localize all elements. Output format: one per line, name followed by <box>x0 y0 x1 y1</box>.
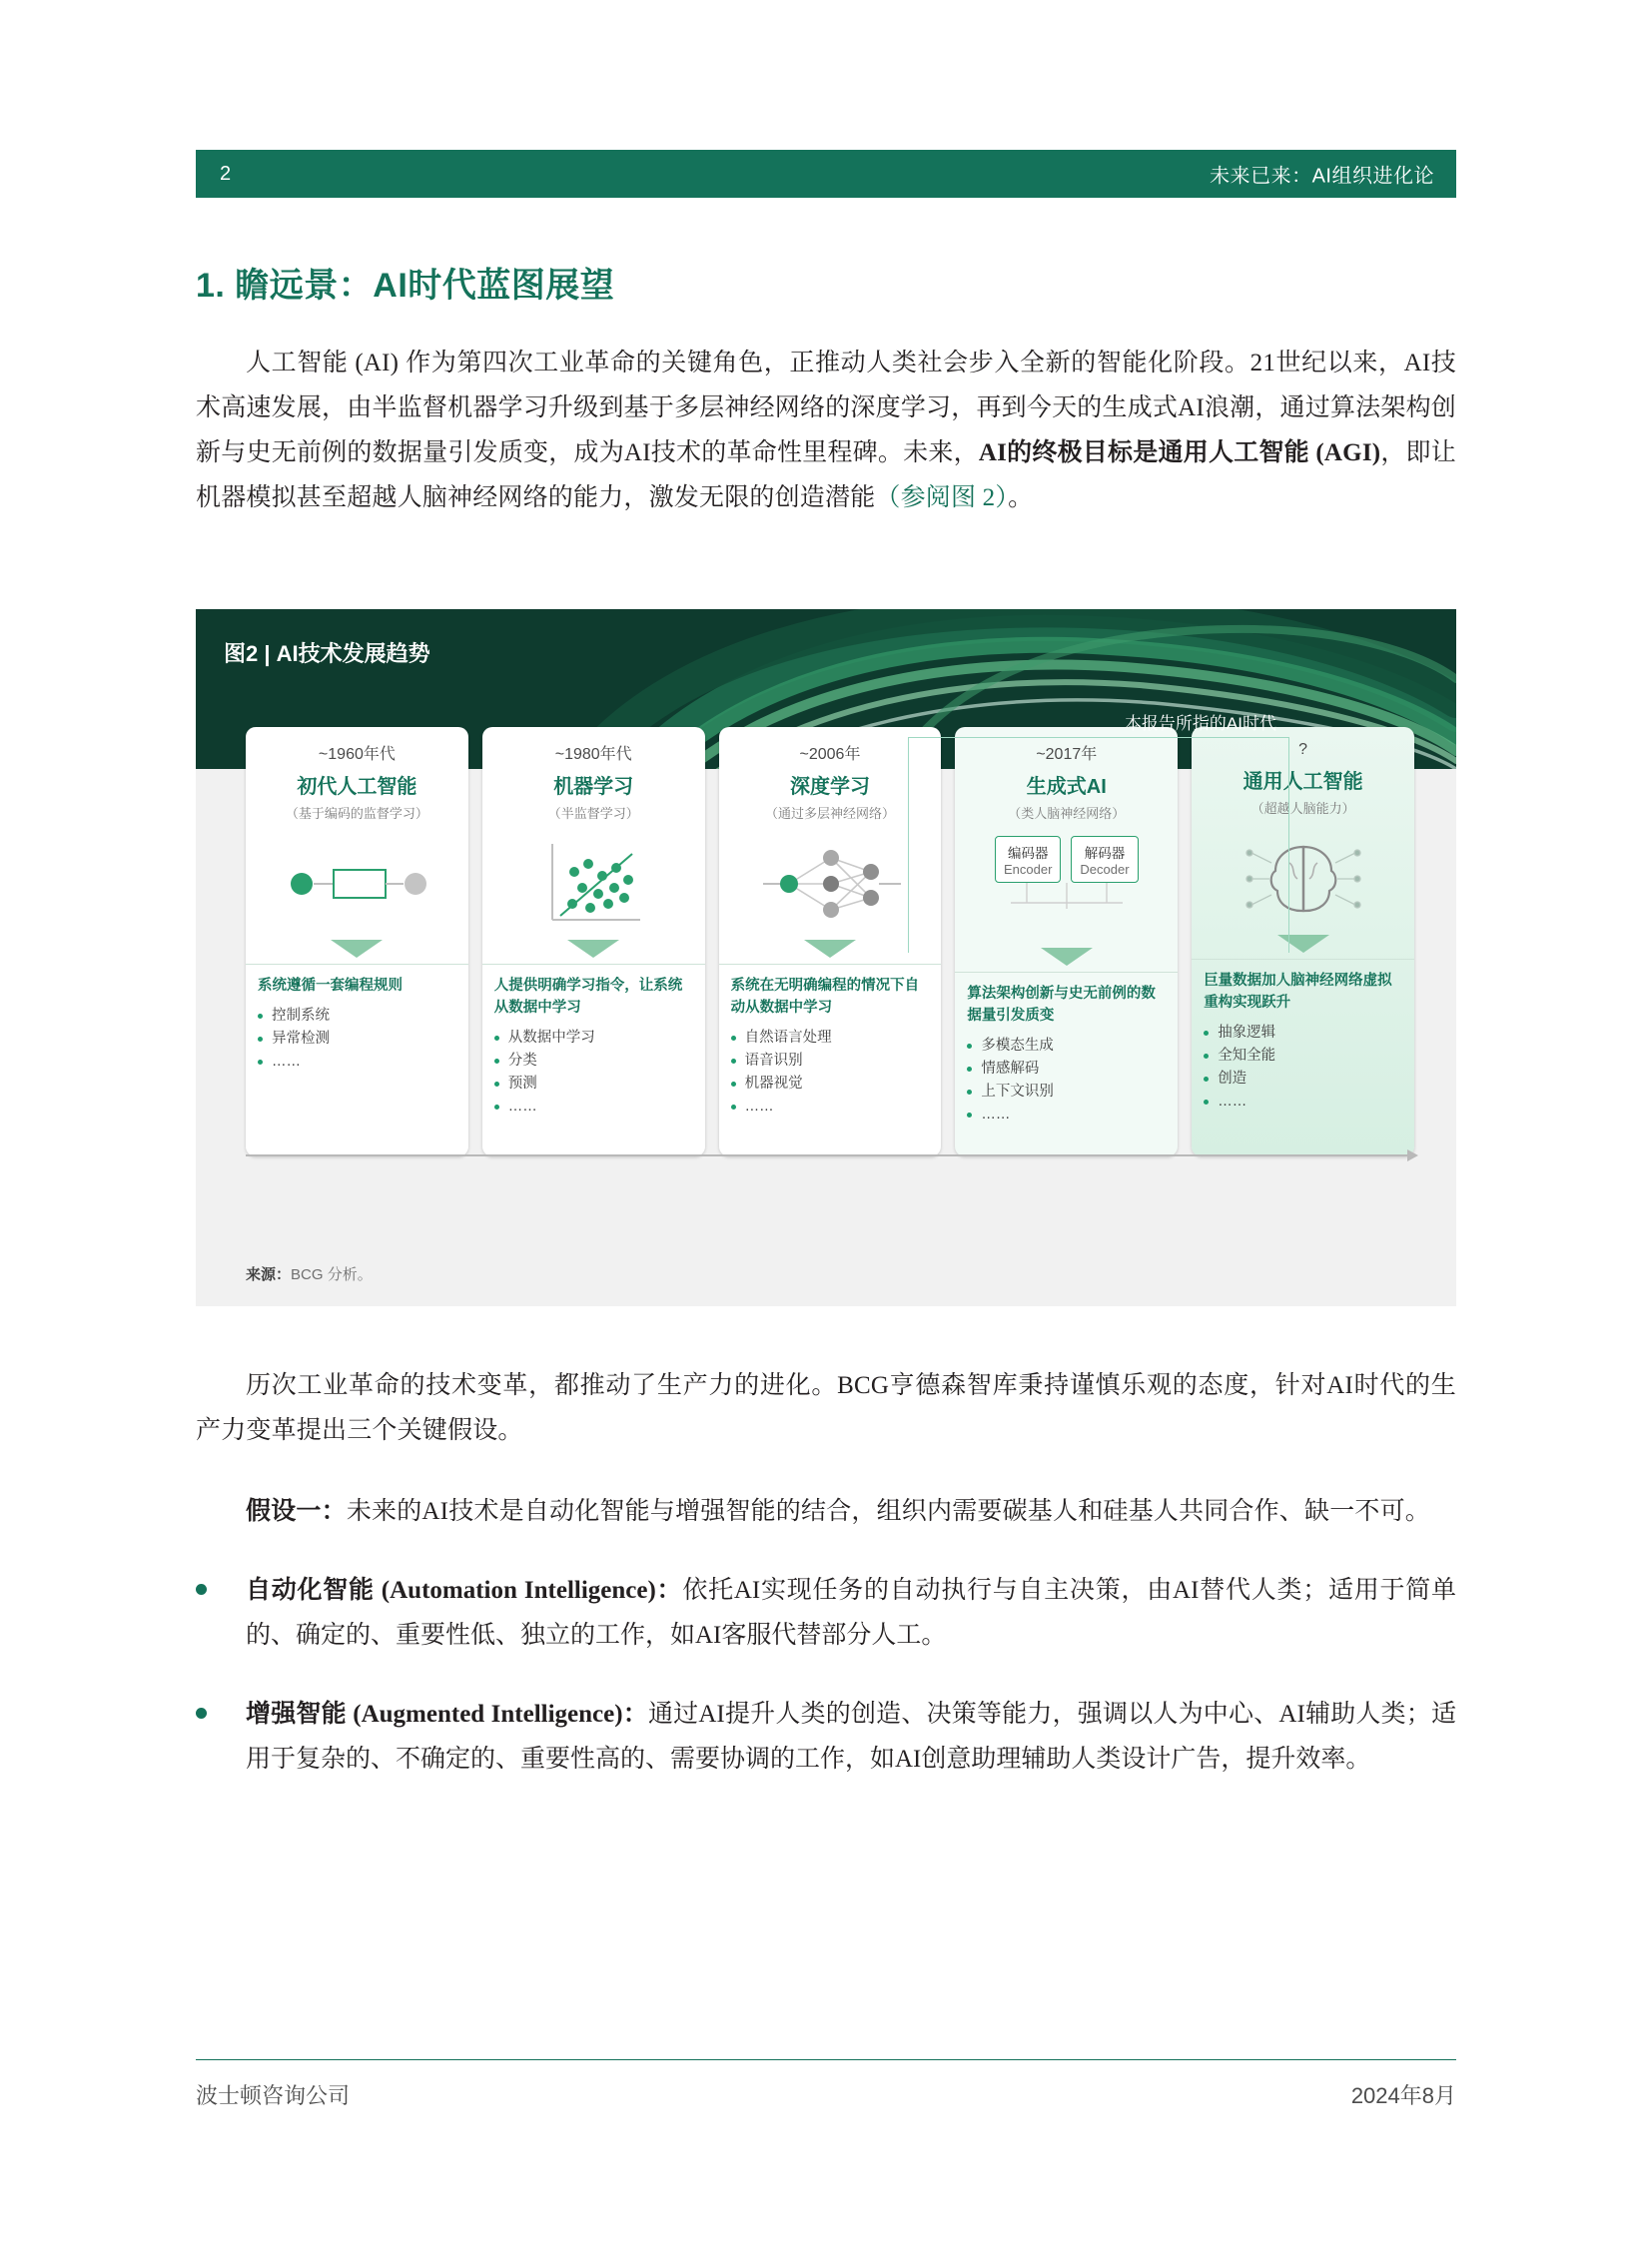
card-year: ~2017年 <box>1036 746 1098 763</box>
list-item: …… <box>494 1096 693 1119</box>
footer-divider <box>196 2059 1456 2060</box>
bullet-label: 自动化智能 (Automation Intelligence)： <box>246 1577 683 1604</box>
card-name: 生成式AI <box>1026 776 1107 798</box>
list-item: …… <box>967 1104 1166 1126</box>
chevron-down-icon <box>804 940 856 958</box>
encoder-label-en: Encoder <box>1004 862 1053 877</box>
list-item: 分类 <box>494 1050 693 1073</box>
timeline-card-machine-learning <box>482 727 705 1156</box>
card-subtitle: （半监督学习） <box>547 806 639 821</box>
card-name: 深度学习 <box>789 776 870 798</box>
list-item: 抽象逻辑 <box>1204 1022 1402 1045</box>
exhibit-reference: （参阅图 2） <box>875 484 1009 511</box>
page-content <box>196 258 1456 520</box>
bullet-dot-icon <box>196 1692 246 1782</box>
card-item-list <box>246 1005 468 1074</box>
source-text: BCG 分析。 <box>291 1266 373 1283</box>
card-year: ~2006年 <box>799 746 861 763</box>
list-item: 异常检测 <box>258 1028 456 1051</box>
chevron-down-icon <box>567 940 619 958</box>
node-box-node-icon <box>246 828 468 940</box>
card-item-list <box>1192 1022 1414 1114</box>
list-item: 机器视觉 <box>731 1073 930 1096</box>
card-subtitle: （超越人脑能力） <box>1250 801 1355 816</box>
bullet-label: 增强智能 (Augmented Intelligence)： <box>246 1701 648 1728</box>
bullet-content <box>246 1568 1456 1658</box>
list-item: 创造 <box>1204 1068 1402 1091</box>
card-year: ~1980年代 <box>554 746 632 763</box>
card-item-list <box>482 1027 705 1119</box>
scatter-plot-icon <box>482 828 705 940</box>
list-item: 全知全能 <box>1204 1045 1402 1068</box>
exhibit-figure-2 <box>196 609 1456 1306</box>
bullet-automation-intelligence <box>196 1568 1456 1658</box>
page-content-lower <box>196 1363 1456 1782</box>
bullet-body: 通过AI提升人类的创造、决策等能力，强调以人为中心、AI辅助人类；适用于复杂的、不确定的、重要性高的、需要协调的工作，如AI创意助理辅助人类设计广告，提升效率。 <box>246 1701 1457 1773</box>
timeline-card-early-ai <box>246 727 468 1156</box>
section-title: 1. 瞻远景：AI时代蓝图展望 <box>196 267 615 305</box>
source-label: 来源： <box>246 1266 292 1283</box>
list-item: …… <box>258 1051 456 1074</box>
page-number: 2 <box>196 150 270 198</box>
list-item: 预测 <box>494 1073 693 1096</box>
list-item: 自然语言处理 <box>731 1027 930 1050</box>
page-footer <box>196 2079 1456 2110</box>
era-highlight-box <box>908 737 1289 953</box>
list-item: 情感解码 <box>967 1058 1166 1081</box>
timeline-axis-arrow <box>246 1154 1416 1156</box>
paragraph-intro-end: 。 <box>1008 484 1034 511</box>
paragraph-intro <box>196 341 1456 520</box>
card-name: 通用人工智能 <box>1242 771 1363 793</box>
card-year: ? <box>1298 741 1308 758</box>
paragraph-hypothesis-one <box>196 1489 1456 1534</box>
bullet-dot-icon <box>196 1568 246 1658</box>
chevron-down-icon <box>331 940 383 958</box>
encoder-label-cn: 编码器 <box>1007 846 1049 861</box>
hypothesis-one-label: 假设一： <box>246 1498 347 1525</box>
paragraph-intro-part1: 人工智能 (AI) 作为第四次工业革命的关键角色，正推动人类社会步入全新的智能化阶段。21世纪以来，AI技术高速发展，由半监督机器学习升级到基于多层神经网络的深度学习，再到今天的生成式AI浪潮，通过算法架构创新与史无前例的数据量引发质变，成为AI技术的革命性里程碑。未来， <box>196 350 1456 466</box>
card-subtitle: （类人脑神经网络） <box>1008 806 1126 821</box>
paragraph-intro-bold: AI的终极目标是通用人工智能 (AGI) <box>978 439 1381 466</box>
card-item-list <box>955 1035 1178 1126</box>
exhibit-source <box>246 1263 373 1284</box>
card-year: ~1960年代 <box>318 746 396 763</box>
card-name: 机器学习 <box>553 776 634 798</box>
footer-company: 波士顿咨询公司 <box>196 2083 351 2108</box>
card-description: 系统遵循一套编程规则 <box>258 978 403 994</box>
list-item: 多模态生成 <box>967 1035 1166 1058</box>
header-bar <box>270 150 1456 198</box>
decoder-label-en: Decoder <box>1080 862 1130 877</box>
decoder-label-cn: 解码器 <box>1084 846 1126 861</box>
paragraph-hypothesis-intro: 历次工业革命的技术变革，都推动了生产力的进化。BCG亨德森智库秉持谨慎乐观的态度，针对AI时代的生产力变革提出三个关键假设。 <box>196 1372 1456 1444</box>
card-description: 系统在无明确编程的情况下自动从数据中学习 <box>730 978 920 1016</box>
card-description: 巨量数据加人脑神经网络虚拟重构实现跃升 <box>1204 973 1392 1011</box>
page-header <box>196 150 1456 198</box>
card-item-list <box>719 1027 942 1119</box>
era-highlight-label: 本报告所指的AI时代 <box>1124 714 1276 733</box>
list-item: …… <box>1204 1091 1402 1114</box>
footer-date: 2024年8月 <box>1350 2083 1456 2108</box>
paragraph-intro-part2: ，即让机器模拟甚至超越人脑神经网络的能力，激发无限的创造潜能 <box>196 439 1456 511</box>
card-subtitle: （基于编码的监督学习） <box>285 806 428 821</box>
list-item: 语音识别 <box>731 1050 930 1073</box>
list-item: …… <box>731 1096 930 1119</box>
card-description: 算法架构创新与史无前例的数据量引发质变 <box>967 986 1156 1024</box>
card-name: 初代人工智能 <box>297 776 417 798</box>
list-item: 从数据中学习 <box>494 1027 693 1050</box>
card-subtitle: （通过多层神经网络） <box>764 806 895 821</box>
list-item: 控制系统 <box>258 1005 456 1028</box>
document-title: 未来已来：AI组织进化论 <box>1210 165 1434 188</box>
bullet-body: 依托AI实现任务的自动执行与自主决策，由AI替代人类；适用于简单的、确定的、重要性低、独立的工作，如AI客服代替部分人工。 <box>246 1577 1456 1649</box>
bullet-content <box>246 1692 1456 1782</box>
bullet-augmented-intelligence <box>196 1692 1456 1782</box>
hypothesis-one-text: 未来的AI技术是自动化智能与增强智能的结合，组织内需要碳基人和硅基人共同合作、缺一不可。 <box>346 1498 1430 1525</box>
exhibit-title: 图2 | AI技术发展趋势 <box>224 641 430 666</box>
list-item: 上下文识别 <box>967 1081 1166 1104</box>
card-description: 人提供明确学习指令，让系统从数据中学习 <box>493 978 683 1016</box>
